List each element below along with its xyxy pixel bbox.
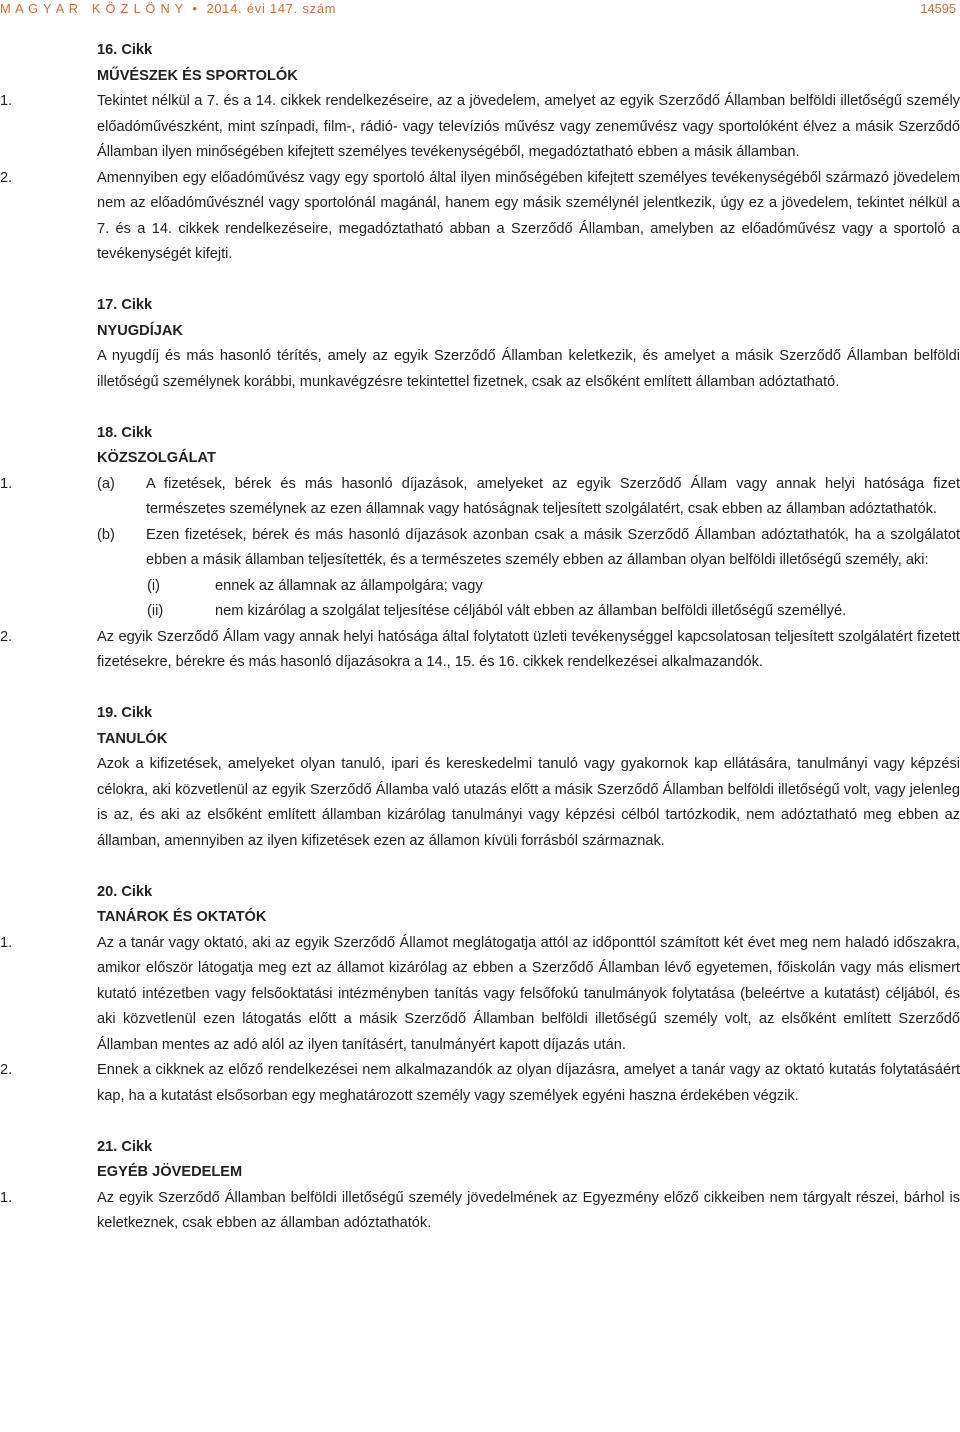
sub-paragraph-b <box>0 523 960 574</box>
paragraph-text: Az a tanár vagy oktató, aki az egyik Szerződő Államot meglátogatja attól az időponttól számított két évet meg nem haladó időszakra, amikor először látogatja meg ezt az államot kizárólag az ebben a Szerződő Államban lévő egyetemen, főiskolán vagy más elismert kutató intézetben vagy felsőoktatási intézményben tanítás vagy felsőfokú tanulmányok folytatása (beleértve a kutatást) céljából, és aki közvetlenül ezen látogatás előtt a másik Szerződő Államban belföldi illetőségű személy volt, az elsőként említett Szerződő Államban mentes az adó alól az ilyen tanításért, tanulmányért kapott díjazás után. <box>97 934 960 1053</box>
numbered-paragraph <box>0 166 960 268</box>
article-title: EGYÉB JÖVEDELEM <box>97 1164 243 1180</box>
paragraph-text: Ezen fizetések, bérek és más hasonló díjazások azonban csak a másik Szerződő Államban adóztathatók, ha a szolgálatot ebben a másik államban teljesítették, és a természetes személy ebben az államban olyan belföldi illetőségű személy, aki: <box>146 526 960 568</box>
numbered-paragraph <box>0 931 960 1059</box>
article-number: 19. Cikk <box>97 705 153 721</box>
article-number: 18. Cikk <box>97 424 153 441</box>
paragraph-text: Az egyik Szerződő Állam vagy annak helyi hatósága által folytatott üzleti tevékenységgel kapcsolatosan teljesített szolgálatért fizetett fizetésekre, bérekre és más hasonló díjazásokra a 14., 15. és 16. cikkek rendelkezései alkalmazandók. <box>97 628 960 670</box>
paragraph-text: Az egyik Szerződő Államban belföldi illetőségű személy jövedelmének az Egyezmény előző cikkeiben nem tárgyalt részei, bárhol is keletkeznek, csak ebben az államban adóztathatók. <box>97 1189 960 1231</box>
sub-label: (ii) <box>147 603 164 619</box>
paragraph-number: 1. <box>0 1189 13 1206</box>
article-number: 20. Cikk <box>97 883 153 900</box>
article-21 <box>0 1135 960 1237</box>
sub-label: (a) <box>97 475 115 492</box>
paragraph-text: Azok a kifizetések, amelyeket olyan tanuló, ipari és kereskedelmi tanuló vagy gyakornok kap ellátására, tanulmányi vagy képzési célokra, aki közvetlenül az egyik Szerződő Államba való utazás előtt a másik Szerződő Államban belföldi illetőségű volt, vagy jelenleg is az, és aki az elsőként említett államban kizárólag tanulmányi vagy képzési célból tartózkodik, nem adóztatható meg ebben az államban, amennyiben az ilyen kifizetések ezen az államon kívüli forrásból származnak. <box>97 756 960 849</box>
paragraph-text: Ennek a cikknek az előző rendelkezései nem alkalmazandók az olyan díjazásra, amelyet a tanár vagy az oktató kutatás folytatásáért kap, ha a kutatást elsősorban egy meghatározott személy vagy személyek egyéni haszna érdekében végzik. <box>97 1062 960 1104</box>
article-title: KÖZSZOLGÁLAT <box>97 450 216 466</box>
sub-label: (i) <box>147 577 160 594</box>
paragraph-number: 2. <box>0 169 13 186</box>
paragraph-text: nem kizárólag a szolgálat teljesítése céljából vált ebben az államban belföldi illetőségű személlyé. <box>215 603 847 619</box>
page-number: 14595 <box>920 1 956 16</box>
sub-item-ii <box>0 599 960 625</box>
paragraph-number: 2. <box>0 1062 13 1078</box>
numbered-paragraph <box>0 89 960 166</box>
article-title: MŰVÉSZEK ÉS SPORTOLÓK <box>97 67 298 84</box>
numbered-paragraph <box>0 1058 960 1109</box>
paragraph-text: Amennyiben egy előadóművész vagy egy sportoló által ilyen minőségében kifejtett személyes tevékenységéből származó jövedelem nem az előadóművésznél vagy sportolónál magánál, hanem egy másik személynél jelentkezik, úgy ez a jövedelem, tekintet nélkül a 7. és a 14. cikkek rendelkezéseire, megadóztatható abban a Szerződő Államban, amelyben az előadóművész vagy a sportoló a tevékenységét kifejti. <box>97 169 960 262</box>
article-title: NYUGDÍJAK <box>97 322 183 339</box>
numbered-paragraph <box>0 625 960 676</box>
paragraph-text: A nyugdíj és más hasonló térítés, amely az egyik Szerződő Államban keletkezik, és amelyet a másik Szerződő Államban belföldi illetőségű személynek korábbi, munkavégzésre tekintettel fizetnek, csak az elsőként említett államban adóztatható. <box>97 348 960 390</box>
paragraph-number: 2. <box>0 628 13 645</box>
numbered-paragraph <box>0 1186 960 1237</box>
article-18 <box>0 421 960 676</box>
article-title: TANULÓK <box>97 730 168 747</box>
sub-label: (b) <box>97 526 115 543</box>
paragraph-text: ennek az államnak az állampolgára; vagy <box>215 577 483 594</box>
paragraph-number: 1. <box>0 93 13 109</box>
gazette-title: M A G Y A R K Ö Z L Ö N Y • 2014. évi 147. szám <box>0 1 337 16</box>
article-20 <box>0 880 960 1110</box>
article-16 <box>0 38 960 268</box>
sub-item-i <box>0 574 960 600</box>
paragraph-text: Tekintet nélkül a 7. és a 14. cikkek rendelkezéseire, az a jövedelem, amelyet az egyik Szerződő Államban belföldi illetőségű személy előadóművészként, mint színpadi, film-, rádió- vagy televíziós művész vagy zeneművész vagy sportolóként élvez a másik Szerződő Államban ilyen minőségében kifejtett személyes tevékenységéből, megadóztatható ebben a másik államban. <box>97 93 960 160</box>
article-number: 16. Cikk <box>97 42 153 58</box>
article-17 <box>0 293 960 395</box>
article-number: 17. Cikk <box>97 297 153 313</box>
paragraph-number: 1. <box>0 475 13 492</box>
article-title: TANÁROK ÉS OKTATÓK <box>97 909 267 925</box>
paragraph-number: 1. <box>0 934 13 951</box>
paragraph-text: A fizetések, bérek és más hasonló díjazások, amelyeket az egyik Szerződő Állam vagy annak helyi hatósága fizet természetes személynek az ezen államnak vagy hatóságnak teljesített szolgálatért, csak ebben az államban adóztathatók. <box>146 475 960 517</box>
sub-paragraph-a <box>0 472 960 523</box>
page-content <box>0 38 960 1237</box>
page-header <box>0 0 960 21</box>
article-19 <box>0 701 960 854</box>
article-number: 21. Cikk <box>97 1138 153 1155</box>
